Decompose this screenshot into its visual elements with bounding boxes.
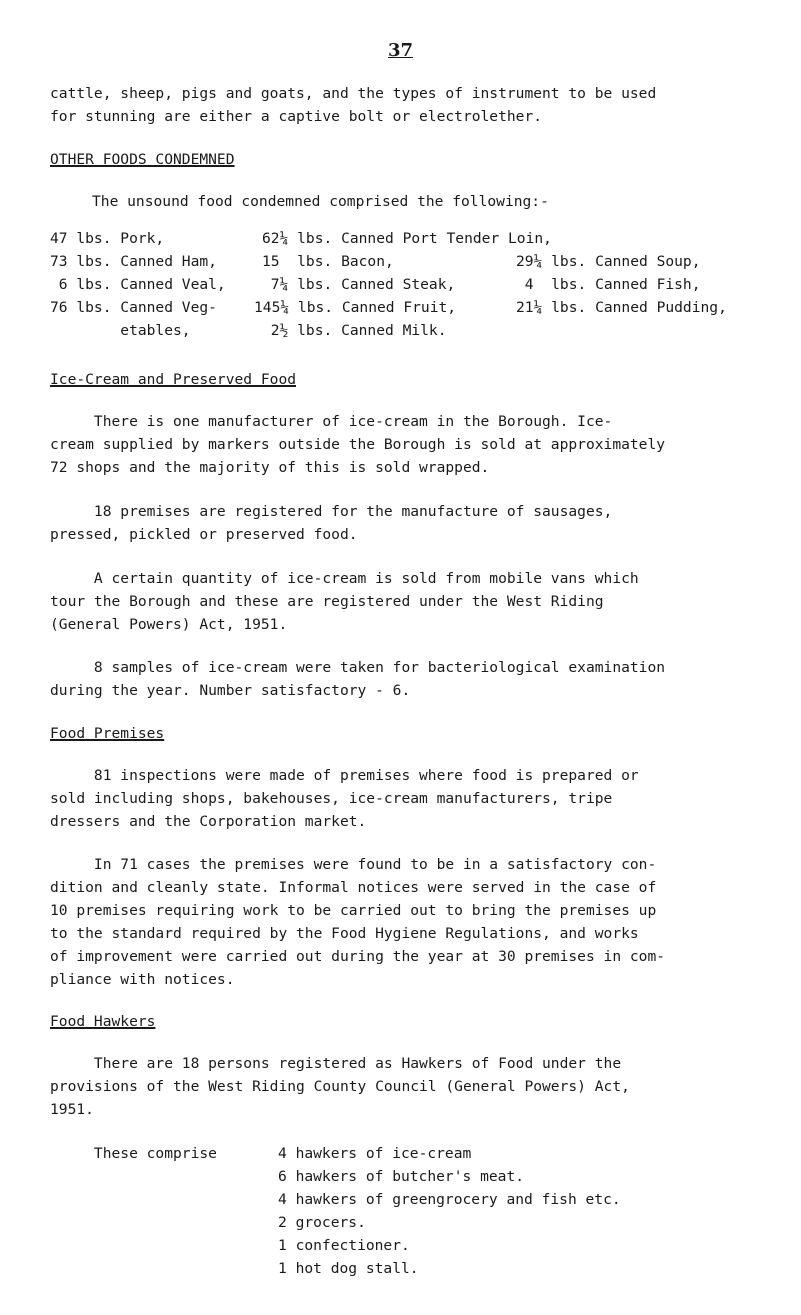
table-cell: 47 lbs. Pork, xyxy=(50,230,165,247)
ice-cream-paragraph-2 xyxy=(50,500,755,546)
table-cell: 7¼ lbs. Canned Steak, xyxy=(262,276,456,293)
table-cell: 6 lbs. Canned Veal, xyxy=(50,276,226,293)
text-line: to the standard required by the Food Hygiene Regulations, and works xyxy=(50,925,639,942)
heading-food-hawkers: Food Hawkers xyxy=(50,1013,156,1030)
text-line: (General Powers) Act, 1951. xyxy=(50,616,288,633)
page-number: 37 xyxy=(387,40,414,61)
hawkers-items xyxy=(278,1142,621,1280)
text-line: dressers and the Corporation market. xyxy=(50,813,367,830)
list-item: 2 grocers. xyxy=(278,1214,366,1231)
list-item: 1 confectioner. xyxy=(278,1237,410,1254)
text-line: In 71 cases the premises were found to be in a satisfactory con- xyxy=(50,856,657,873)
text-line: 81 inspections were made of premises where food is prepared or xyxy=(50,767,639,784)
food-hawkers-paragraph-1 xyxy=(50,1052,755,1121)
text-line: provisions of the West Riding County Council (General Powers) Act, xyxy=(50,1078,630,1095)
list-item: 4 hawkers of ice-cream xyxy=(278,1145,472,1162)
text-line: cream supplied by markers outside the Borough is sold at approximately xyxy=(50,436,666,453)
table-cell: 2½ lbs. Canned Milk. xyxy=(262,322,447,339)
table-cell: 62¼ lbs. Canned Port Tender Loin, xyxy=(262,230,552,247)
table-cell: 4 lbs. Canned Fish, xyxy=(516,276,701,293)
text-line: tour the Borough and these are registered under the West Riding xyxy=(50,593,604,610)
heading-ice-cream: Ice-Cream and Preserved Food xyxy=(50,371,297,388)
heading-food-premises: Food Premises xyxy=(50,725,165,742)
text-line: pressed, pickled or preserved food. xyxy=(50,526,358,543)
table-cell: 73 lbs. Canned Ham, xyxy=(50,253,217,270)
list-intro: These comprise xyxy=(50,1145,217,1162)
list-item: 6 hawkers of butcher's meat. xyxy=(278,1168,525,1185)
other-foods-intro xyxy=(50,190,755,213)
text-line: pliance with notices. xyxy=(50,971,235,988)
text-line: cattle, sheep, pigs and goats, and the types of instrument to be used xyxy=(50,85,657,102)
text-line: 72 shops and the majority of this is sold wrapped. xyxy=(50,459,490,476)
text-line: There is one manufacturer of ice-cream in the Borough. Ice- xyxy=(50,413,613,430)
heading-other-foods: OTHER FOODS CONDEMNED xyxy=(50,151,235,168)
table-cell: 29¼ lbs. Canned Soup, xyxy=(516,253,701,270)
text-line: 10 premises requiring work to be carried out to bring the premises up xyxy=(50,902,657,919)
table-cell: 21¼ lbs. Canned Pudding, xyxy=(516,299,727,316)
text-line: 8 samples of ice-cream were taken for bacteriological examination xyxy=(50,659,666,676)
table-cell: 76 lbs. Canned Veg- xyxy=(50,299,217,316)
food-premises-paragraph-1 xyxy=(50,764,755,833)
ice-cream-paragraph-4 xyxy=(50,656,755,702)
text-line: during the year. Number satisfactory - 6. xyxy=(50,682,411,699)
ice-cream-paragraph-1 xyxy=(50,410,755,479)
text-line: 1951. xyxy=(50,1101,94,1118)
table-cell: etables, xyxy=(50,322,191,339)
text-line: There are 18 persons registered as Hawkers of Food under the xyxy=(50,1055,622,1072)
food-premises-paragraph-2 xyxy=(50,853,755,991)
text-line: The unsound food condemned comprised the following:- xyxy=(92,193,549,210)
table-cell: 145¼ lbs. Canned Fruit, xyxy=(254,299,457,316)
list-item: 4 hawkers of greengrocery and fish etc. xyxy=(278,1191,621,1208)
text-line: sold including shops, bakehouses, ice-cream manufacturers, tripe xyxy=(50,790,613,807)
text-line: dition and cleanly state. Informal notices were served in the case of xyxy=(50,879,657,896)
list-item: 1 hot dog stall. xyxy=(278,1260,419,1277)
intro-paragraph xyxy=(50,82,755,128)
text-line: of improvement were carried out during the year at 30 premises in com- xyxy=(50,948,666,965)
text-line: for stunning are either a captive bolt or electrolether. xyxy=(50,108,543,125)
ice-cream-paragraph-3 xyxy=(50,567,755,636)
table-cell: 15 lbs. Bacon, xyxy=(262,253,394,270)
text-line: 18 premises are registered for the manufacture of sausages, xyxy=(50,503,613,520)
text-line: A certain quantity of ice-cream is sold from mobile vans which xyxy=(50,570,639,587)
